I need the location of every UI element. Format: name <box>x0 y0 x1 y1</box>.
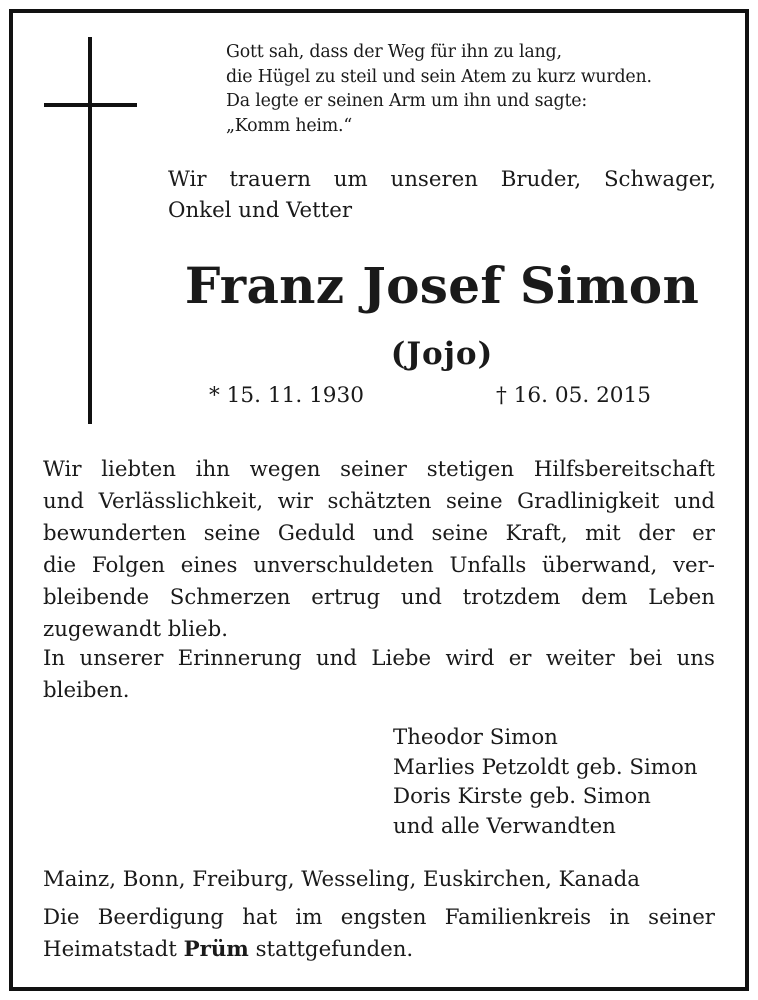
funeral-line-suffix: stattgefunden. <box>248 937 414 962</box>
word: trauern <box>229 167 311 192</box>
remembrance-paragraph <box>43 643 715 707</box>
word: und <box>372 521 414 546</box>
death-date: † 16. 05. 2015 <box>496 383 652 408</box>
word: Beerdigung <box>97 905 224 930</box>
word: Schmerzen <box>169 585 291 610</box>
word: stetigen <box>426 457 515 482</box>
hometown: Prüm <box>183 937 249 962</box>
word: in <box>609 905 630 930</box>
word: bleibende <box>43 585 150 610</box>
birth-date: * 15. 11. 1930 <box>209 383 365 408</box>
word: unseren <box>390 167 478 192</box>
tribute-paragraph <box>43 454 715 646</box>
cross-icon-horizontal-bar <box>44 103 137 107</box>
tribute-line <box>43 550 715 582</box>
funeral-line-prefix: Heimatstadt <box>43 937 184 962</box>
word: Erinnerung <box>177 646 302 671</box>
word: Gradlinigkeit <box>517 489 660 514</box>
tribute-line <box>43 454 715 486</box>
word: Unfalls <box>449 553 527 578</box>
signer: und alle Verwandten <box>393 813 616 839</box>
word: seiner <box>340 457 407 482</box>
word: wird <box>445 646 495 671</box>
deceased-name: Franz Josef Simon <box>184 256 700 315</box>
remembrance-line <box>43 643 715 675</box>
tribute-line <box>43 582 715 614</box>
word: Verlässlichkeit, <box>98 489 264 514</box>
word: mit <box>585 521 621 546</box>
word: der <box>638 521 675 546</box>
word: uns <box>676 646 715 671</box>
word: Folgen <box>91 553 166 578</box>
word: Hilfsbereitschaft <box>533 457 715 482</box>
word: überwand, <box>542 553 658 578</box>
funeral-line <box>43 934 715 966</box>
word: trotzdem <box>462 585 561 610</box>
word: und <box>43 489 85 514</box>
tribute-line: zugewandt blieb. <box>43 617 229 642</box>
word: und <box>673 489 715 514</box>
word: wegen <box>249 457 321 482</box>
signers-list <box>393 723 698 841</box>
deceased-nickname: (Jojo) <box>390 336 494 372</box>
word: seiner <box>648 905 715 930</box>
word: unverschuldeten <box>253 553 434 578</box>
word: um <box>333 167 368 192</box>
poem-line: „Komm heim.“ <box>226 115 353 136</box>
word: liebten <box>101 457 176 482</box>
word: Leben <box>648 585 715 610</box>
word: er <box>692 521 715 546</box>
remembrance-line: bleiben. <box>43 678 130 703</box>
places-line <box>43 864 715 896</box>
funeral-note <box>43 902 715 966</box>
mourning-line: Onkel und Vetter <box>168 198 353 223</box>
word: eines <box>180 553 238 578</box>
word: und <box>315 646 358 671</box>
word: unserer <box>79 646 164 671</box>
poem-line: Gott sah, dass der Weg für ihn zu lang, <box>226 42 562 62</box>
word: seine <box>431 521 489 546</box>
word: die <box>43 553 77 578</box>
word: engsten <box>340 905 427 930</box>
word: Kraft, <box>505 521 568 546</box>
word: seine <box>203 521 261 546</box>
word: ertrug <box>311 585 381 610</box>
tribute-line <box>43 486 715 518</box>
word: seine <box>445 489 503 514</box>
word: Wir <box>43 457 82 482</box>
poem-line: Da legte er seinen Arm um ihn und sagte: <box>226 91 587 111</box>
word: bewunderten <box>43 521 187 546</box>
word: Die <box>43 905 80 930</box>
mourning-line <box>168 164 716 195</box>
word: wir <box>277 489 313 514</box>
word: und <box>400 585 442 610</box>
word: ihn <box>195 457 230 482</box>
cross-icon-vertical-bar <box>88 37 92 424</box>
word: ver- <box>672 553 715 578</box>
mourning-statement <box>168 164 716 226</box>
poem <box>226 40 726 138</box>
word: im <box>295 905 323 930</box>
word: Bruder, <box>500 167 582 192</box>
word: In <box>43 646 66 671</box>
word: er <box>508 646 532 671</box>
poem-line: die Hügel zu steil und sein Atem zu kurz wurden. <box>226 66 652 87</box>
word: Geduld <box>277 521 356 546</box>
funeral-line <box>43 902 715 934</box>
places-text: Mainz, Bonn, Freiburg, Wesseling, Euskirchen, Kanada <box>43 867 640 892</box>
word: bei <box>629 646 663 671</box>
tribute-line <box>43 518 715 550</box>
word: Liebe <box>371 646 432 671</box>
signer: Theodor Simon <box>393 725 558 750</box>
word: Wir <box>168 167 207 192</box>
word: schätzten <box>327 489 432 514</box>
word: hat <box>242 905 278 930</box>
word: dem <box>581 585 628 610</box>
word: Familienkreis <box>444 905 592 930</box>
signer: Doris Kirste geb. Simon <box>393 784 651 809</box>
word: weiter <box>545 646 615 671</box>
signer: Marlies Petzoldt geb. Simon <box>393 754 698 780</box>
word: Schwager, <box>603 167 716 192</box>
